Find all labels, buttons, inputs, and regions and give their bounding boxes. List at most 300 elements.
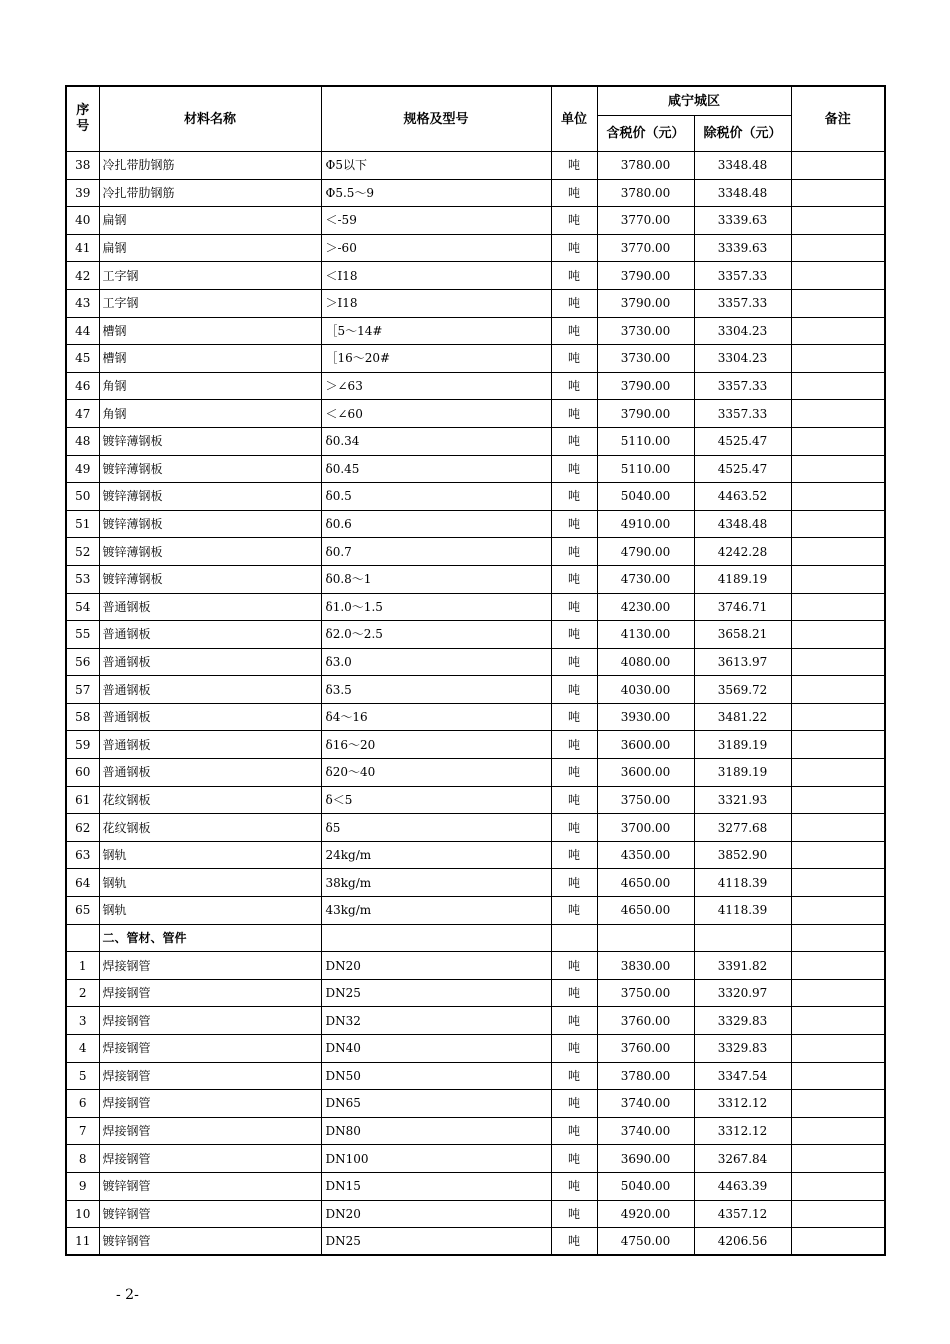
- cell-spec: δ20～40: [321, 759, 551, 787]
- table-row: [66, 676, 885, 704]
- table-row: [66, 703, 885, 731]
- cell-no: 4: [66, 1035, 99, 1063]
- cell-price-tax: 3770.00: [597, 234, 694, 262]
- cell-unit: 吨: [551, 152, 597, 180]
- cell-no: 44: [66, 317, 99, 345]
- table-row: [66, 786, 885, 814]
- table-row: [66, 1200, 885, 1228]
- header-price-notax: 除税价（元）: [694, 116, 791, 152]
- cell-no: 6: [66, 1090, 99, 1118]
- cell-name: 镀锌薄钢板: [99, 427, 321, 455]
- cell-price-notax: 3852.90: [694, 841, 791, 869]
- cell-price-tax: 3790.00: [597, 372, 694, 400]
- cell-spec: δ0.7: [321, 538, 551, 566]
- cell-price-tax: 3770.00: [597, 207, 694, 235]
- cell-no: 46: [66, 372, 99, 400]
- cell-spec: δ5: [321, 814, 551, 842]
- cell-spec: ＞Ⅰ18: [321, 289, 551, 317]
- cell-no: 48: [66, 427, 99, 455]
- cell-name: 花纹钢板: [99, 814, 321, 842]
- cell-name: 工字钢: [99, 289, 321, 317]
- cell-remark: [791, 924, 885, 952]
- cell-name: 冷扎带肋钢筋: [99, 152, 321, 180]
- cell-spec: DN50: [321, 1062, 551, 1090]
- cell-remark: [791, 510, 885, 538]
- cell-no: 42: [66, 262, 99, 290]
- cell-unit: 吨: [551, 1090, 597, 1118]
- cell-spec: DN65: [321, 1090, 551, 1118]
- cell-unit: 吨: [551, 648, 597, 676]
- cell-price-tax: 4130.00: [597, 621, 694, 649]
- cell-price-tax: 5040.00: [597, 483, 694, 511]
- cell-price-tax: 3760.00: [597, 1007, 694, 1035]
- cell-price-tax: 3730.00: [597, 317, 694, 345]
- cell-name: 普通钢板: [99, 648, 321, 676]
- cell-no: 52: [66, 538, 99, 566]
- cell-name: 钢轨: [99, 869, 321, 897]
- table-row: [66, 952, 885, 980]
- cell-name: 镀锌薄钢板: [99, 483, 321, 511]
- cell-remark: [791, 1062, 885, 1090]
- cell-no: 51: [66, 510, 99, 538]
- cell-price-notax: 3481.22: [694, 703, 791, 731]
- table-row: [66, 1007, 885, 1035]
- cell-unit: 吨: [551, 565, 597, 593]
- table-row: [66, 234, 885, 262]
- cell-remark: [791, 262, 885, 290]
- cell-no: 1: [66, 952, 99, 980]
- cell-remark: [791, 289, 885, 317]
- cell-unit: 吨: [551, 869, 597, 897]
- cell-remark: [791, 455, 885, 483]
- cell-spec: Φ5以下: [321, 152, 551, 180]
- table-body: [66, 152, 885, 1256]
- cell-price-notax: 4348.48: [694, 510, 791, 538]
- cell-unit: 吨: [551, 234, 597, 262]
- table-row: [66, 648, 885, 676]
- table-row: [66, 427, 885, 455]
- cell-price-notax: 3357.33: [694, 262, 791, 290]
- cell-name: 镀锌钢管: [99, 1200, 321, 1228]
- cell-remark: [791, 1200, 885, 1228]
- cell-no: 3: [66, 1007, 99, 1035]
- cell-no: 40: [66, 207, 99, 235]
- cell-no: 61: [66, 786, 99, 814]
- cell-name: 花纹钢板: [99, 786, 321, 814]
- cell-remark: [791, 538, 885, 566]
- cell-remark: [791, 1145, 885, 1173]
- cell-price-tax: 3830.00: [597, 952, 694, 980]
- cell-no: 7: [66, 1117, 99, 1145]
- cell-unit: 吨: [551, 1062, 597, 1090]
- cell-price-notax: 3613.97: [694, 648, 791, 676]
- cell-remark: [791, 1007, 885, 1035]
- cell-name: 普通钢板: [99, 703, 321, 731]
- cell-price-tax: 4920.00: [597, 1200, 694, 1228]
- cell-unit: 吨: [551, 345, 597, 373]
- cell-price-notax: 3312.12: [694, 1117, 791, 1145]
- cell-remark: [791, 234, 885, 262]
- cell-spec: ＜-59: [321, 207, 551, 235]
- cell-no: 11: [66, 1228, 99, 1256]
- cell-price-notax: 3658.21: [694, 621, 791, 649]
- cell-price-tax: 3750.00: [597, 979, 694, 1007]
- cell-no: 60: [66, 759, 99, 787]
- cell-price-tax: 5110.00: [597, 427, 694, 455]
- table-row: [66, 510, 885, 538]
- table-row: [66, 455, 885, 483]
- table-row: [66, 483, 885, 511]
- cell-spec: DN15: [321, 1172, 551, 1200]
- cell-remark: [791, 676, 885, 704]
- table-row: [66, 1117, 885, 1145]
- cell-spec: Φ5.5～9: [321, 179, 551, 207]
- cell-name: 焊接钢管: [99, 1145, 321, 1173]
- cell-price-notax: 3312.12: [694, 1090, 791, 1118]
- cell-spec: DN80: [321, 1117, 551, 1145]
- table-header: [66, 86, 885, 152]
- cell-price-notax: 3304.23: [694, 317, 791, 345]
- table-row: [66, 593, 885, 621]
- cell-name: 冷扎带肋钢筋: [99, 179, 321, 207]
- cell-name: 焊接钢管: [99, 1090, 321, 1118]
- cell-unit: 吨: [551, 317, 597, 345]
- table-row: [66, 759, 885, 787]
- cell-price-tax: 4030.00: [597, 676, 694, 704]
- header-unit: 单位: [551, 86, 597, 152]
- cell-unit: 吨: [551, 676, 597, 704]
- cell-name: 钢轨: [99, 897, 321, 925]
- cell-price-tax: 4650.00: [597, 897, 694, 925]
- cell-price-tax: 5040.00: [597, 1172, 694, 1200]
- cell-name: 普通钢板: [99, 621, 321, 649]
- cell-name: 焊接钢管: [99, 979, 321, 1007]
- cell-spec: ＞-60: [321, 234, 551, 262]
- cell-unit: 吨: [551, 207, 597, 235]
- cell-price-notax: 4206.56: [694, 1228, 791, 1256]
- cell-name: 角钢: [99, 372, 321, 400]
- cell-unit: 吨: [551, 759, 597, 787]
- header-no: 序号: [66, 86, 99, 152]
- cell-unit: 吨: [551, 1145, 597, 1173]
- table-row: [66, 1090, 885, 1118]
- cell-price-notax: 3569.72: [694, 676, 791, 704]
- table-row: [66, 207, 885, 235]
- cell-price-tax: 3790.00: [597, 262, 694, 290]
- table-row: [66, 1228, 885, 1256]
- cell-price-tax: 3740.00: [597, 1117, 694, 1145]
- cell-spec: DN20: [321, 1200, 551, 1228]
- cell-remark: [791, 207, 885, 235]
- cell-unit: 吨: [551, 703, 597, 731]
- cell-price-tax: 3730.00: [597, 345, 694, 373]
- cell-no: 38: [66, 152, 99, 180]
- cell-remark: [791, 593, 885, 621]
- cell-price-tax: 3790.00: [597, 400, 694, 428]
- cell-unit: 吨: [551, 1035, 597, 1063]
- cell-price-tax: 3930.00: [597, 703, 694, 731]
- cell-spec: DN20: [321, 952, 551, 980]
- cell-no: 5: [66, 1062, 99, 1090]
- cell-price-notax: 3320.97: [694, 979, 791, 1007]
- cell-price-tax: 4350.00: [597, 841, 694, 869]
- cell-remark: [791, 841, 885, 869]
- cell-name: 镀锌钢管: [99, 1228, 321, 1256]
- cell-price-tax: 3780.00: [597, 152, 694, 180]
- cell-remark: [791, 786, 885, 814]
- cell-price-notax: 3357.33: [694, 400, 791, 428]
- cell-price-tax: 3750.00: [597, 786, 694, 814]
- cell-unit: 吨: [551, 814, 597, 842]
- cell-remark: [791, 1090, 885, 1118]
- cell-no: 43: [66, 289, 99, 317]
- cell-price-tax: 3600.00: [597, 731, 694, 759]
- cell-price-tax: 4790.00: [597, 538, 694, 566]
- cell-price-notax: 3277.68: [694, 814, 791, 842]
- cell-price-tax: 4730.00: [597, 565, 694, 593]
- cell-price-tax: 3780.00: [597, 179, 694, 207]
- cell-spec: δ16～20: [321, 731, 551, 759]
- table-row: [66, 262, 885, 290]
- cell-no: 62: [66, 814, 99, 842]
- cell-unit: 吨: [551, 621, 597, 649]
- cell-name: 普通钢板: [99, 759, 321, 787]
- cell-no: 55: [66, 621, 99, 649]
- cell-price-tax: 3790.00: [597, 289, 694, 317]
- cell-unit: 吨: [551, 897, 597, 925]
- cell-price-notax: 3339.63: [694, 234, 791, 262]
- cell-remark: [791, 427, 885, 455]
- cell-unit: 吨: [551, 1172, 597, 1200]
- cell-price-tax: 4080.00: [597, 648, 694, 676]
- cell-unit: 吨: [551, 1200, 597, 1228]
- cell-spec: δ2.0～2.5: [321, 621, 551, 649]
- table-row: [66, 372, 885, 400]
- cell-name: 镀锌钢管: [99, 1172, 321, 1200]
- cell-remark: [791, 731, 885, 759]
- cell-remark: [791, 703, 885, 731]
- cell-spec: ［5～14#: [321, 317, 551, 345]
- cell-price-notax: 4357.12: [694, 1200, 791, 1228]
- cell-price-notax: 4525.47: [694, 455, 791, 483]
- cell-name: 扁钢: [99, 207, 321, 235]
- table-row: [66, 1145, 885, 1173]
- cell-remark: [791, 345, 885, 373]
- cell-unit: 吨: [551, 593, 597, 621]
- cell-no: 56: [66, 648, 99, 676]
- cell-no: 49: [66, 455, 99, 483]
- section-row: [66, 924, 885, 952]
- cell-price-notax: 4118.39: [694, 869, 791, 897]
- cell-unit: 吨: [551, 952, 597, 980]
- cell-price-notax: 4189.19: [694, 565, 791, 593]
- cell-unit: 吨: [551, 1117, 597, 1145]
- cell-spec: ［16～20#: [321, 345, 551, 373]
- cell-unit: 吨: [551, 786, 597, 814]
- cell-remark: [791, 1117, 885, 1145]
- cell-remark: [791, 317, 885, 345]
- cell-name: 钢轨: [99, 841, 321, 869]
- cell-no: 64: [66, 869, 99, 897]
- header-price-tax: 含税价（元）: [597, 116, 694, 152]
- cell-spec: 38kg/m: [321, 869, 551, 897]
- cell-unit: 吨: [551, 841, 597, 869]
- cell-no: 45: [66, 345, 99, 373]
- cell-name: 焊接钢管: [99, 1007, 321, 1035]
- cell-price-notax: 3347.54: [694, 1062, 791, 1090]
- cell-unit: 吨: [551, 400, 597, 428]
- table-row: [66, 289, 885, 317]
- cell-price-notax: 3746.71: [694, 593, 791, 621]
- cell-no: 47: [66, 400, 99, 428]
- cell-price-notax: [694, 924, 791, 952]
- cell-remark: [791, 759, 885, 787]
- cell-spec: δ0.5: [321, 483, 551, 511]
- cell-spec: δ0.6: [321, 510, 551, 538]
- cell-no: 9: [66, 1172, 99, 1200]
- header-name: 材料名称: [99, 86, 321, 152]
- cell-price-tax: 5110.00: [597, 455, 694, 483]
- header-region: 咸宁城区: [597, 86, 791, 116]
- cell-remark: [791, 952, 885, 980]
- cell-unit: 吨: [551, 455, 597, 483]
- cell-spec: 43kg/m: [321, 897, 551, 925]
- cell-name: 镀锌薄钢板: [99, 455, 321, 483]
- cell-price-tax: 3760.00: [597, 1035, 694, 1063]
- cell-name: 镀锌薄钢板: [99, 565, 321, 593]
- cell-remark: [791, 869, 885, 897]
- cell-price-notax: 3391.82: [694, 952, 791, 980]
- cell-price-notax: 4242.28: [694, 538, 791, 566]
- cell-price-tax: 4750.00: [597, 1228, 694, 1256]
- cell-price-tax: 4650.00: [597, 869, 694, 897]
- cell-remark: [791, 565, 885, 593]
- cell-price-tax: 4230.00: [597, 593, 694, 621]
- cell-unit: 吨: [551, 510, 597, 538]
- cell-no: 50: [66, 483, 99, 511]
- cell-price-notax: 4463.52: [694, 483, 791, 511]
- table-row: [66, 400, 885, 428]
- cell-price-notax: 3304.23: [694, 345, 791, 373]
- cell-name: 槽钢: [99, 317, 321, 345]
- cell-no: [66, 924, 99, 952]
- cell-name: 镀锌薄钢板: [99, 538, 321, 566]
- cell-price-tax: 3700.00: [597, 814, 694, 842]
- table-row: [66, 979, 885, 1007]
- cell-name: 焊接钢管: [99, 1062, 321, 1090]
- cell-price-notax: 3348.48: [694, 152, 791, 180]
- cell-spec: DN25: [321, 1228, 551, 1256]
- table-row: [66, 1062, 885, 1090]
- cell-price-notax: 3189.19: [694, 759, 791, 787]
- cell-no: 41: [66, 234, 99, 262]
- cell-name: 扁钢: [99, 234, 321, 262]
- cell-name: 镀锌薄钢板: [99, 510, 321, 538]
- cell-price-tax: 3600.00: [597, 759, 694, 787]
- cell-spec: δ0.34: [321, 427, 551, 455]
- cell-no: 65: [66, 897, 99, 925]
- cell-price-notax: 4118.39: [694, 897, 791, 925]
- cell-remark: [791, 979, 885, 1007]
- cell-name: 焊接钢管: [99, 952, 321, 980]
- cell-price-notax: 4525.47: [694, 427, 791, 455]
- cell-remark: [791, 372, 885, 400]
- price-table: [65, 85, 886, 1256]
- cell-unit: 吨: [551, 372, 597, 400]
- cell-name: 角钢: [99, 400, 321, 428]
- cell-spec: ＜∠60: [321, 400, 551, 428]
- cell-price-notax: 3357.33: [694, 289, 791, 317]
- cell-unit: 吨: [551, 289, 597, 317]
- table-row: [66, 841, 885, 869]
- cell-unit: 吨: [551, 1007, 597, 1035]
- cell-spec: DN40: [321, 1035, 551, 1063]
- cell-no: 10: [66, 1200, 99, 1228]
- cell-spec: DN100: [321, 1145, 551, 1173]
- cell-spec: δ1.0～1.5: [321, 593, 551, 621]
- cell-remark: [791, 179, 885, 207]
- table-row: [66, 179, 885, 207]
- cell-unit: 吨: [551, 427, 597, 455]
- cell-name: 二、管材、管件: [99, 924, 321, 952]
- cell-spec: δ3.0: [321, 648, 551, 676]
- cell-no: 63: [66, 841, 99, 869]
- table-row: [66, 814, 885, 842]
- cell-no: 57: [66, 676, 99, 704]
- cell-no: 54: [66, 593, 99, 621]
- cell-unit: 吨: [551, 1228, 597, 1256]
- cell-remark: [791, 621, 885, 649]
- table-row: [66, 869, 885, 897]
- cell-unit: 吨: [551, 179, 597, 207]
- cell-spec: δ＜5: [321, 786, 551, 814]
- cell-price-notax: 3321.93: [694, 786, 791, 814]
- cell-price-notax: 4463.39: [694, 1172, 791, 1200]
- table-row: [66, 621, 885, 649]
- cell-remark: [791, 1035, 885, 1063]
- cell-no: 58: [66, 703, 99, 731]
- cell-name: 工字钢: [99, 262, 321, 290]
- cell-spec: δ0.45: [321, 455, 551, 483]
- table-row: [66, 1035, 885, 1063]
- table-row: [66, 1172, 885, 1200]
- cell-price-notax: 3267.84: [694, 1145, 791, 1173]
- cell-unit: 吨: [551, 731, 597, 759]
- table-row: [66, 345, 885, 373]
- cell-unit: 吨: [551, 262, 597, 290]
- cell-remark: [791, 400, 885, 428]
- cell-unit: [551, 924, 597, 952]
- cell-remark: [791, 1228, 885, 1256]
- table-row: [66, 152, 885, 180]
- cell-spec: DN25: [321, 979, 551, 1007]
- cell-name: 槽钢: [99, 345, 321, 373]
- cell-unit: 吨: [551, 483, 597, 511]
- cell-name: 普通钢板: [99, 676, 321, 704]
- cell-spec: δ4～16: [321, 703, 551, 731]
- table-row: [66, 731, 885, 759]
- cell-no: 59: [66, 731, 99, 759]
- cell-price-tax: 3740.00: [597, 1090, 694, 1118]
- header-spec: 规格及型号: [321, 86, 551, 152]
- cell-spec: 24kg/m: [321, 841, 551, 869]
- cell-price-notax: 3329.83: [694, 1007, 791, 1035]
- cell-price-notax: 3339.63: [694, 207, 791, 235]
- cell-no: 39: [66, 179, 99, 207]
- cell-remark: [791, 1172, 885, 1200]
- table-row: [66, 565, 885, 593]
- cell-spec: DN32: [321, 1007, 551, 1035]
